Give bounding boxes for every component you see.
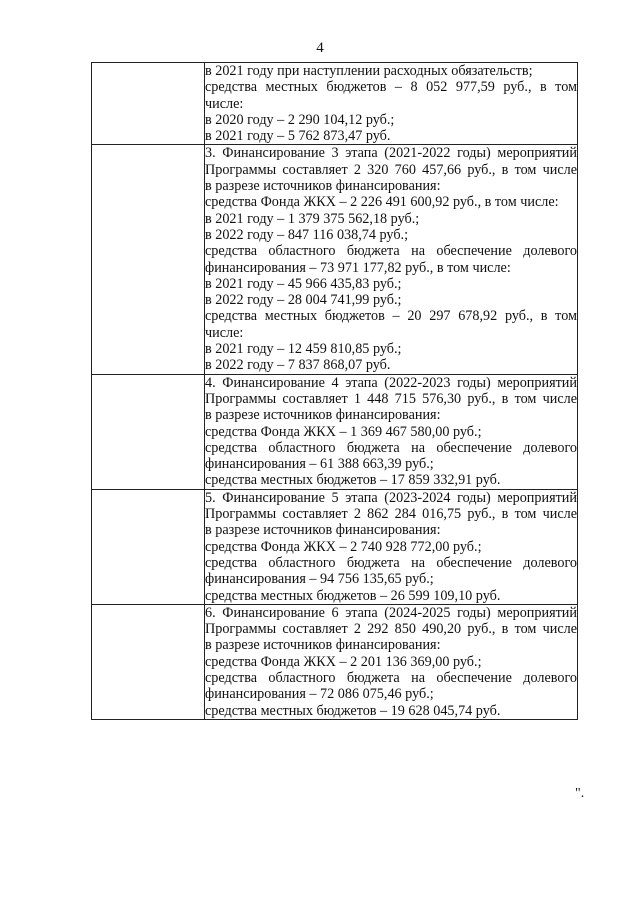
text-line: Программы составляет 2 320 760 457,66 руб., в том числе <box>205 161 577 178</box>
text-line: финансирования – 94 756 135,65 руб.; <box>205 571 434 588</box>
text-line: в 2020 году – 2 290 104,12 руб.; <box>205 111 395 128</box>
text-line: в 2021 году – 1 379 375 562,18 руб.; <box>205 210 420 227</box>
text-line: в 2022 году – 28 004 741,99 руб.; <box>205 292 402 309</box>
table-cell-label <box>92 145 205 374</box>
text-line: средства местных бюджетов – 26 599 109,10 руб. <box>205 587 501 604</box>
text-line: в 2022 году – 847 116 038,74 руб.; <box>205 226 409 243</box>
text-line: средства местных бюджетов – 17 859 332,91 руб. <box>205 472 501 489</box>
text-line: 6. Финансирование 6 этапа (2024-2025 годы) мероприятий <box>205 604 577 621</box>
page-number: 4 <box>316 40 324 56</box>
text-line: Программы составляет 2 862 284 016,75 руб., в том числе <box>205 506 577 523</box>
text-line: средства местных бюджетов – 19 628 045,74 руб. <box>205 702 501 719</box>
table-row <box>92 145 578 374</box>
text-line: средства местных бюджетов – 20 297 678,92 руб., в том <box>205 308 577 325</box>
table-cell-label <box>92 63 205 145</box>
table-row <box>92 489 578 604</box>
text-line: 4. Финансирование 4 этапа (2022-2023 годы) мероприятий <box>205 374 577 391</box>
text-line: в разрезе источников финансирования: <box>205 407 441 424</box>
text-line: Программы составляет 2 292 850 490,20 руб., в том числе <box>205 621 577 638</box>
table-cell-label <box>92 374 205 489</box>
text-line: в 2021 году – 45 966 435,83 руб.; <box>205 275 402 292</box>
text-line: финансирования – 72 086 075,46 руб.; <box>205 686 434 703</box>
text-line: в 2021 году – 5 762 873,47 руб. <box>205 128 391 145</box>
text-line: средства Фонда ЖКХ – 2 740 928 772,00 руб.; <box>205 538 482 555</box>
text-line: средства областного бюджета на обеспечение долевого <box>205 243 577 260</box>
text-line: в разрезе источников финансирования: <box>205 522 441 539</box>
text-line: 3. Финансирование 3 этапа (2021-2022 годы) мероприятий <box>205 145 577 162</box>
table-row <box>92 604 578 719</box>
table-cell-content <box>205 374 578 489</box>
text-line: в разрезе источников финансирования: <box>205 637 441 654</box>
table-cell-content <box>205 63 578 145</box>
text-line: средства областного бюджета на обеспечение долевого <box>205 554 577 571</box>
text-line: в 2022 году – 7 837 868,07 руб. <box>205 357 391 374</box>
table-cell-content <box>205 489 578 604</box>
text-line: в 2021 году – 12 459 810,85 руб.; <box>205 341 402 358</box>
text-line: числе: <box>205 95 244 112</box>
text-line: 5. Финансирование 5 этапа (2023-2024 годы) мероприятий <box>205 489 577 506</box>
text-line: средства местных бюджетов – 8 052 977,59 руб., в том <box>205 79 577 96</box>
table-cell-label <box>92 604 205 719</box>
table-cell-content <box>205 145 578 374</box>
text-line: средства областного бюджета на обеспечение долевого <box>205 669 577 686</box>
text-line: финансирования – 73 971 177,82 руб., в том числе: <box>205 259 511 276</box>
text-line: средства Фонда ЖКХ – 2 201 136 369,00 руб.; <box>205 653 482 670</box>
text-line: средства Фонда ЖКХ – 1 369 467 580,00 руб.; <box>205 423 482 440</box>
text-line: в 2021 году при наступлении расходных обязательств; <box>205 63 533 79</box>
table-cell-content <box>205 604 578 719</box>
text-line: средства областного бюджета на обеспечение долевого <box>205 439 577 456</box>
text-line: средства Фонда ЖКХ – 2 226 491 600,92 руб., в том числе: <box>205 194 559 211</box>
table-cell-label <box>92 489 205 604</box>
text-line: числе: <box>205 324 244 341</box>
table-row <box>92 374 578 489</box>
text-line: финансирования – 61 388 663,39 руб.; <box>205 456 434 473</box>
closing-quote-mark: ". <box>575 786 585 801</box>
financing-table <box>91 62 578 720</box>
text-line: Программы составляет 1 448 715 576,30 руб., в том числе <box>205 390 577 407</box>
table-row <box>92 63 578 145</box>
text-line: в разрезе источников финансирования: <box>205 178 441 195</box>
